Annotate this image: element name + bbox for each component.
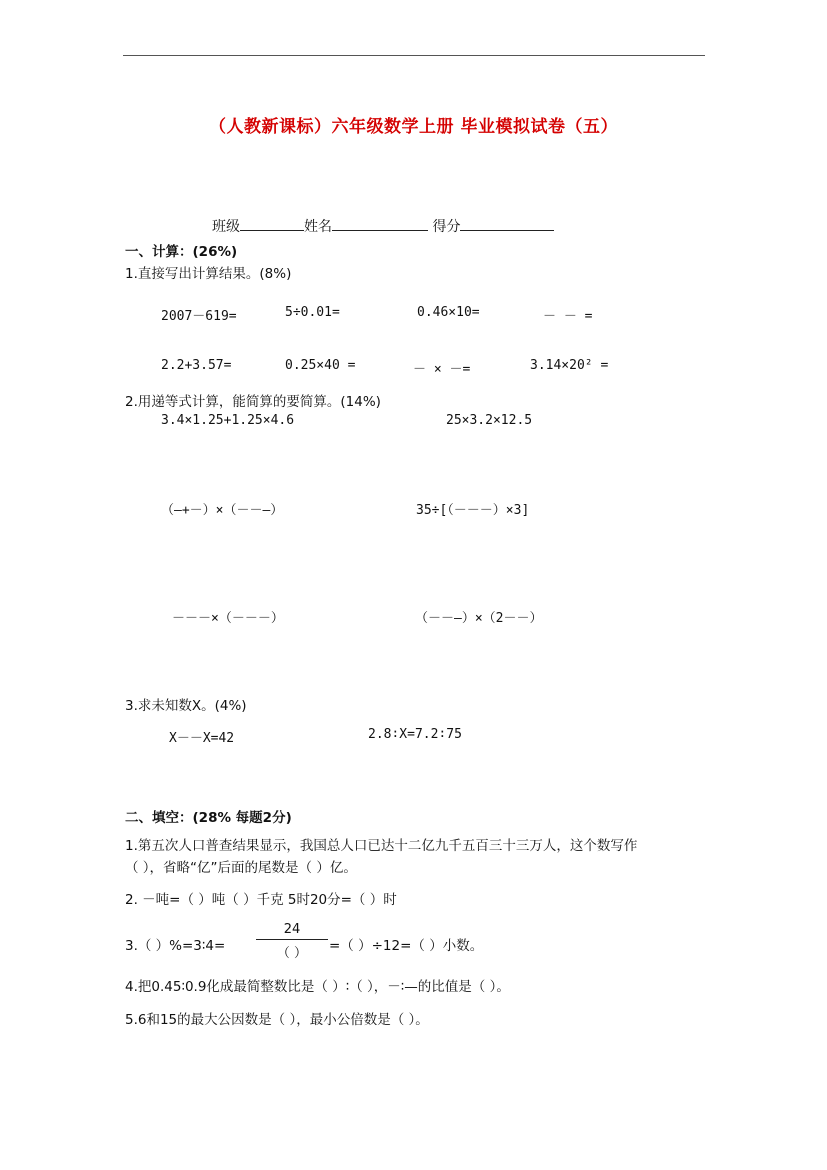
question-2-3-fraction [256, 922, 328, 961]
question-1-2-prompt: 2.用递等式计算，能简算的要简算。(14%) [125, 394, 381, 410]
name-label: 姓名 [304, 219, 332, 235]
expr-1-2-f: （－－—）×（2－－） [415, 611, 543, 626]
question-2-3-left: 3.（ ）%=3∶4= [125, 938, 226, 954]
score-label: 得分 [432, 219, 461, 235]
expr-1-2-e: －－－×（－－－） [172, 611, 284, 626]
question-2-4: 4.把0.45∶0.9化成最简整数比是（ ）∶（ ），－∶—的比值是（ ）。 [125, 979, 510, 995]
expr-1-2-d: 35÷[（－－－）×3] [416, 503, 530, 518]
expr-1-1-c: 0.46×10= [417, 305, 480, 320]
expr-1-1-a: 2007－619= [161, 309, 237, 324]
header-rule [123, 55, 705, 56]
expr-1-2-a: 3.4×1.25+1.25×4.6 [161, 413, 295, 428]
expr-1-1-h: 3.14×20² = [530, 358, 609, 373]
name-blank[interactable] [332, 216, 428, 231]
student-info-line [212, 216, 554, 236]
page-title: （人教新课标）六年级数学上册 毕业模拟试卷（五） [209, 117, 618, 137]
question-1-3-prompt: 3.求未知数X。(4%) [125, 698, 247, 714]
class-label: 班级 [212, 219, 240, 235]
question-2-1-line2: （ ），省略“亿”后面的尾数是（ ）亿。 [125, 860, 357, 876]
score-blank[interactable] [460, 216, 554, 231]
expr-1-2-c: （—+－）×（－－—） [161, 503, 284, 518]
section-1-heading: 一、计算：(26%) [125, 244, 238, 260]
expr-1-1-g: － × －= [413, 362, 471, 377]
fraction-numerator: 24 [283, 922, 301, 937]
question-2-2: 2. －吨=（ ）吨（ ）千克 5时20分=（ ）时 [125, 892, 397, 908]
question-2-5: 5.6和15的最大公因数是（ ），最小公倍数是（ ）。 [125, 1012, 429, 1028]
fraction-bar [256, 939, 328, 940]
expr-1-1-e: 2.2+3.57= [161, 358, 232, 373]
expr-1-1-b: 5÷0.01= [285, 305, 340, 320]
fraction-denominator: （ ） [276, 946, 308, 961]
expr-1-3-b: 2.8∶X=7.2∶75 [368, 727, 462, 742]
expr-1-1-d: － － = [543, 309, 593, 324]
question-2-3-right: =（ ）÷12=（ ）小数。 [329, 938, 484, 954]
expr-1-3-a: X－－X=42 [169, 731, 235, 746]
expr-1-2-b: 25×3.2×12.5 [446, 413, 533, 428]
expr-1-1-f: 0.25×40 = [285, 358, 356, 373]
question-1-1-prompt: 1.直接写出计算结果。(8%) [125, 266, 292, 282]
section-2-heading: 二、填空：(28% 每题2分) [125, 810, 292, 826]
class-blank[interactable] [240, 216, 304, 231]
question-2-1-line1: 1.第五次人口普查结果显示，我国总人口已达十二亿九千五百三十三万人，这个数写作 [125, 838, 638, 854]
